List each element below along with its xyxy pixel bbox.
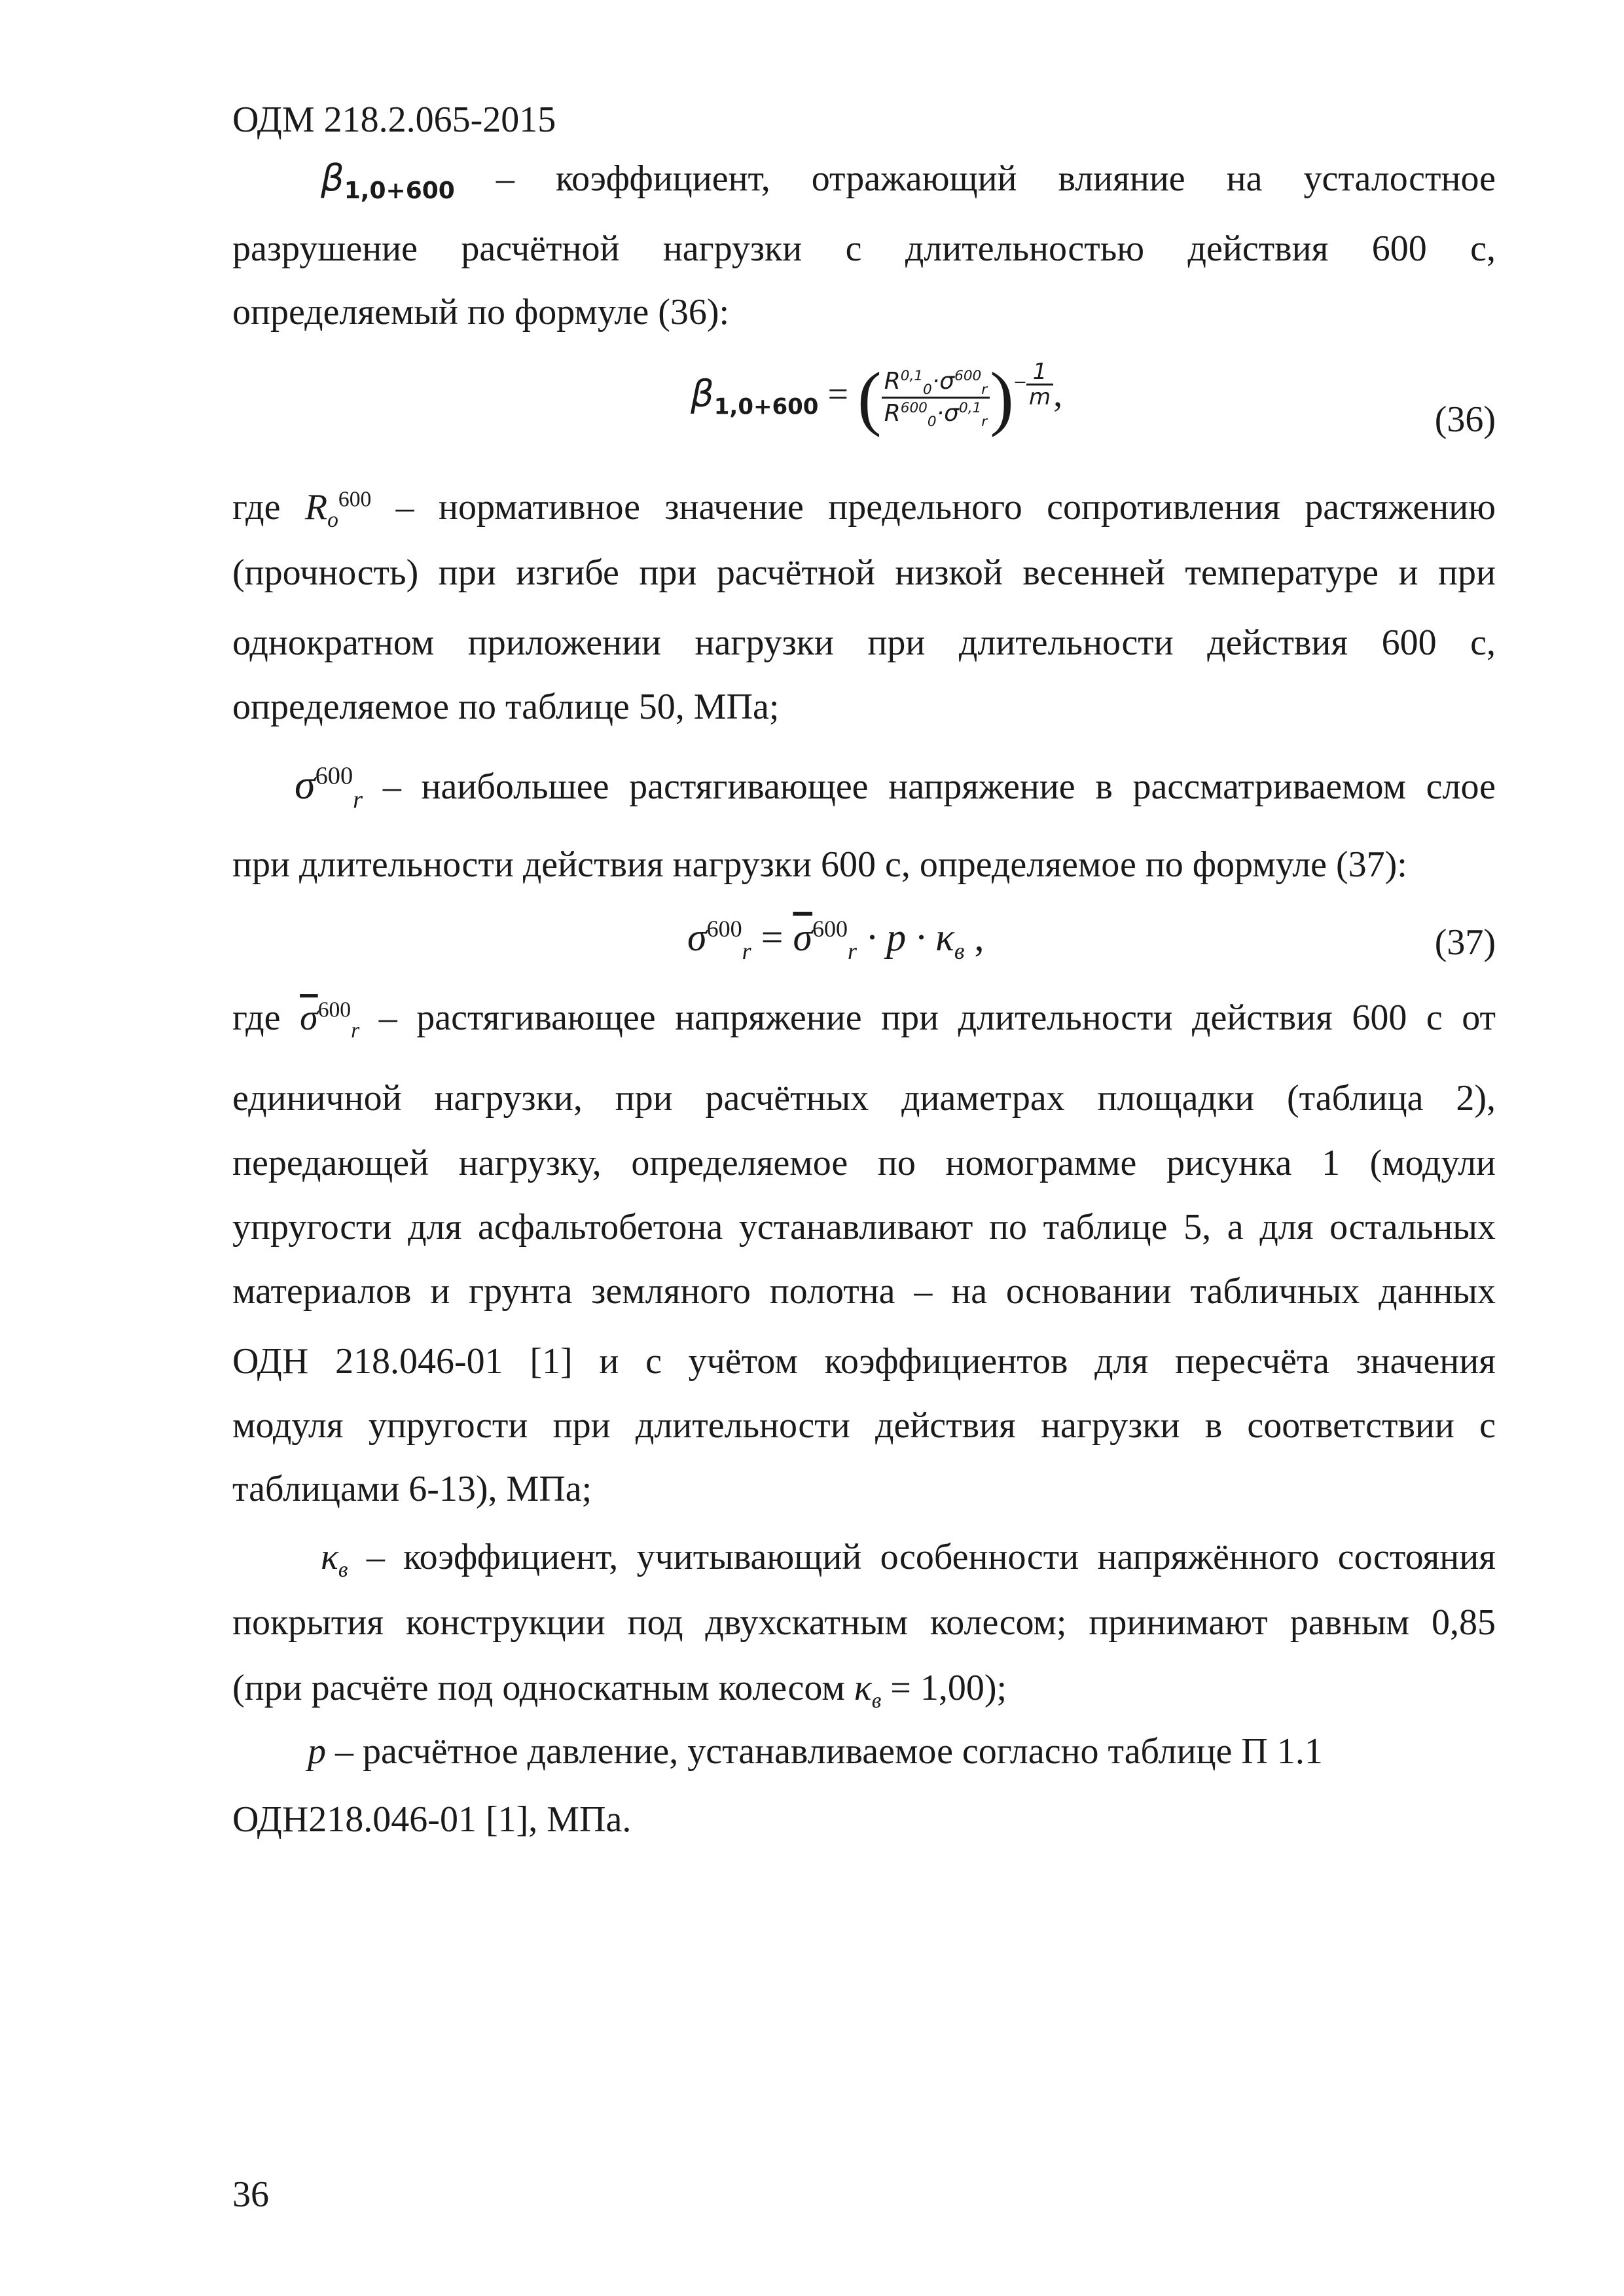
sigmabar-definition-text-8: таблицами 6-13), МПа; [232, 1469, 592, 1509]
formula37-sigma: σ [687, 916, 707, 959]
formula-37 [687, 911, 984, 963]
formula36-fraction [882, 367, 990, 429]
formula36-numerator [882, 367, 990, 399]
sigmabar-definition-line-3 [232, 1140, 1496, 1186]
k-definition-text-3b: = 1,00); [881, 1668, 1007, 1708]
exponent-numerator: 1 [1026, 360, 1053, 386]
beta-definition-text-3: определяемый по формуле (36): [232, 292, 730, 332]
p-definition-line-1 [308, 1729, 1496, 1774]
beta-definition-text-2: разрушение расчётной нагрузки с длительностью действия 600 с, [232, 228, 1496, 269]
formula37-sigma-bar: $\overline{\sigma}$ [793, 916, 813, 959]
beta-definition-line-3 [232, 289, 1496, 335]
formula36-left-paren: ( [857, 357, 882, 438]
p-definition-text-1: – расчётное давление, устанавливаемое согласно таблице П 1.1 [326, 1731, 1323, 1772]
k-definition-text-3a: (при расчёте под односкатным колесом [232, 1668, 854, 1708]
num-dot: · [931, 368, 940, 395]
R-definition-line-1 [232, 484, 1496, 533]
num-sigma-sup: 600 [954, 368, 982, 384]
sigmabar-definition-line-5 [232, 1268, 1496, 1314]
R-symbol [304, 487, 372, 533]
page-number: 36 [232, 2174, 269, 2215]
formula37-sigma-bar-sub: r [848, 938, 857, 964]
sigma-sub: r [353, 785, 363, 814]
beta-definition-text-1: – коэффициент, отражающий влияние на усталостное [454, 158, 1496, 199]
sigmabar-definition-text-7: модуля упругости при длительности действия нагрузки в соответствии с [232, 1405, 1496, 1446]
num-R-sub: 0 [923, 382, 932, 399]
sigma-definition-text-1: – наибольшее растягивающее напряжение в рассматриваемом слое [382, 766, 1496, 807]
sigmabar-where: где [232, 997, 300, 1038]
exponent-minus: − [1013, 370, 1027, 395]
den-sigma-sup: 0,1 [958, 400, 982, 416]
formula37-sigma-sup: 600 [706, 916, 742, 942]
formula36-equals: = [818, 374, 858, 415]
sigmabar-sub: r [351, 1018, 360, 1043]
sigmabar-definition-text-2: единичной нагрузки, при расчётных диаметрах площадки (таблица 2), [232, 1078, 1496, 1119]
den-sigma: σ [944, 400, 959, 427]
sigmabar-definition-line-2 [232, 1075, 1496, 1121]
equation-number-36: (36) [1434, 399, 1496, 440]
den-R-sub: 0 [927, 414, 937, 431]
den-sigma-sub: r [981, 414, 988, 431]
k-definition-text-2: покрытия конструкции под двухскатным колесом; принимают равным 0,85 [232, 1602, 1496, 1643]
beta-symbol [321, 157, 455, 205]
sigma-symbol [295, 761, 363, 814]
k-definition-line-3 [232, 1665, 1496, 1711]
p-symbol: p [308, 1731, 326, 1772]
sigmabar-definition-line-8 [232, 1466, 1496, 1512]
formula36-beta: β [691, 372, 714, 416]
sigma-definition-line-2 [232, 842, 1496, 888]
beta-subscript: 1,0+600 [344, 177, 455, 205]
k-definition-text-1: – коэффициент, учитывающий особенности напряжённого состояния [348, 1537, 1496, 1577]
R-symbol-char: R [304, 487, 328, 528]
R-sup: 600 [338, 487, 372, 512]
exponent-fraction [1026, 360, 1053, 409]
beta-symbol-char: β [321, 157, 344, 200]
k-symbol: κ [321, 1537, 338, 1577]
sigmabar-definition-line-6 [232, 1338, 1496, 1384]
formula37-comma: , [964, 916, 984, 959]
doc-code-text: ОДМ 218.2.065-2015 [232, 99, 556, 140]
num-R: R [884, 368, 901, 395]
sigmabar-definition-line-1 [232, 995, 1496, 1041]
p-definition-line-2 [232, 1797, 1496, 1842]
R-definition-text-1: – нормативное значение предельного сопротивления растяжению [371, 487, 1496, 528]
R-where: где [232, 487, 305, 528]
formula36-right-paren: ) [990, 357, 1014, 438]
formula36-comma: , [1053, 374, 1063, 415]
formula37-sigma-sub: r [742, 938, 751, 964]
R-sub: o [327, 508, 338, 533]
sigmabar-definition-text-3: передающей нагрузку, определяемое по номограмме рисунка 1 (модули [232, 1143, 1496, 1183]
sigma-sup: 600 [315, 762, 353, 790]
sigmabar-definition-text-4: упругости для асфальтобетона устанавливают по таблице 5, а для остальных [232, 1207, 1496, 1247]
sigma-symbol-char: σ [295, 761, 316, 808]
num-sigma-sub: r [981, 382, 988, 399]
formula36-exponent [1014, 360, 1053, 409]
k-sub: в [338, 1558, 348, 1583]
k-definition-line-2 [232, 1600, 1496, 1645]
R-definition-line-4 [232, 684, 1496, 730]
equation-number-37: (37) [1434, 922, 1496, 963]
sigmabar-definition-line-7 [232, 1403, 1496, 1448]
p-definition-text-2: ОДН218.046-01 [1], МПа. [232, 1799, 632, 1840]
formula37-k-sub: в [954, 938, 965, 964]
sigmabar-definition-text-6: ОДН 218.046-01 [1] и с учётом коэффициентов для пересчёта значения [232, 1341, 1496, 1382]
formula37-sigma-bar-sup: 600 [812, 916, 848, 942]
sigmabar-definition-text-1: – растягивающее напряжение при длительности действия 600 с от [359, 997, 1496, 1038]
k-symbol-inline: κ [854, 1668, 872, 1708]
document-code-header [232, 97, 1496, 143]
R-definition-text-3: однократном приложении нагрузки при длительности действия 600 с, [232, 622, 1496, 663]
k-sub-inline: в [871, 1689, 882, 1713]
sigma-definition-text-2: при длительности действия нагрузки 600 с, определяемое по формуле (37): [232, 844, 1407, 885]
sigmabar-definition-text-5: материалов и грунта земляного полотна – на основании табличных данных [232, 1271, 1496, 1312]
R-definition-line-3 [232, 620, 1496, 666]
formula37-product: · p · κ [857, 916, 954, 959]
exponent-denominator: m [1029, 384, 1051, 410]
num-R-sup: 0,1 [900, 368, 924, 384]
k-definition-line-1 [321, 1534, 1496, 1583]
den-R-sup: 600 [900, 400, 928, 416]
formula36-denominator [882, 399, 990, 429]
den-dot: · [936, 400, 945, 427]
formula-36 [691, 357, 1063, 438]
formula36-beta-sub: 1,0+600 [713, 393, 819, 420]
sigmabar-definition-line-4 [232, 1204, 1496, 1250]
sigmabar-symbol: $\overline{\sigma}$ [300, 997, 318, 1038]
beta-definition-line-2 [232, 226, 1496, 272]
R-definition-text-4: определяемое по таблице 50, МПа; [232, 687, 780, 727]
num-sigma: σ [939, 368, 955, 395]
R-definition-line-2 [232, 550, 1496, 596]
sigmabar-sup: 600 [317, 997, 352, 1022]
beta-definition-line-1 [321, 156, 1496, 205]
R-definition-text-2: (прочность) при изгибе при расчётной низкой весенней температуре и при [232, 552, 1496, 593]
formula37-equals: = [751, 916, 793, 959]
den-R: R [884, 400, 901, 427]
sigma-definition-line-1 [295, 761, 1496, 814]
